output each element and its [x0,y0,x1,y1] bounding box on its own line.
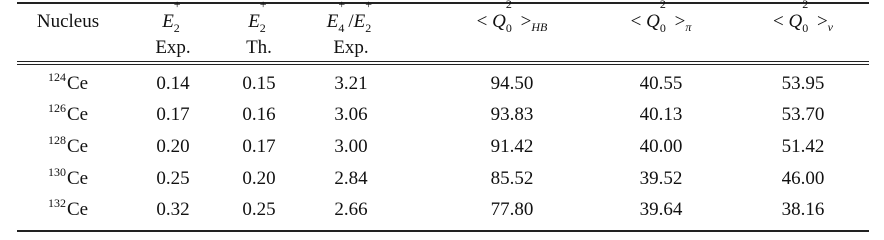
header-ratio-symbol: E + 4 /E + 2 [326,0,373,35]
table-cell: 38.16 [781,199,825,220]
table-cell: 0.25 [242,199,276,220]
table-cell: 3.06 [334,104,368,125]
table-cell: 40.55 [639,73,683,94]
table-row-nucleus: $^{132}$Ce [47,196,89,220]
table-cell: 94.50 [490,73,534,94]
header-e2-exp-symbol: E + 2 [162,0,181,35]
table-row-nucleus: $^{128}$Ce [47,133,89,157]
table-cell: 53.95 [781,73,825,94]
table-cell: 40.13 [639,104,683,125]
table-cell: 3.00 [334,136,368,157]
table-cell: 77.80 [490,199,534,220]
table-cell: 3.21 [334,73,368,94]
header-e2-th-symbol: E + 2 [248,0,267,35]
header-q0-pi-symbol: < Q 2 0 $>_\pi$ [630,0,692,35]
table-cell: 0.20 [242,168,276,189]
table-cell: 0.20 [156,136,190,157]
table-cell: 2.84 [334,168,368,189]
header-q0-hb-symbol: < Q 2 0 $>_{HB}$ [476,0,548,35]
header-e2-exp-sub: Exp. [155,37,191,58]
table-cell: 0.15 [242,73,276,94]
header-e2-th-sub: Th. [246,37,272,58]
table-cell: 39.52 [639,168,683,189]
table-cell: 46.00 [781,168,825,189]
table-top-rule [17,2,869,4]
header-rule-2 [17,64,869,65]
table-cell: 2.66 [334,199,368,220]
table-cell: 39.64 [639,199,683,220]
table-cell: 40.00 [639,136,683,157]
table-cell: 85.52 [490,168,534,189]
table-bottom-rule [17,230,869,232]
table-cell: 91.42 [490,136,534,157]
table-cell: 93.83 [490,104,534,125]
table-cell: 51.42 [781,136,825,157]
header-nucleus: Nucleus [36,11,100,32]
table-cell: 0.14 [156,73,190,94]
table-row-nucleus: $^{124}$Ce [47,70,89,94]
table-row-nucleus: $^{126}$Ce [47,101,89,125]
table-cell: 0.17 [242,136,276,157]
header-rule-1 [17,61,869,62]
table-cell: 0.25 [156,168,190,189]
table-cell: 53.70 [781,104,825,125]
table-row-nucleus: $^{130}$Ce [47,165,89,189]
table-cell: 0.16 [242,104,276,125]
header-q0-nu-symbol: < Q 2 0 $>_\nu$ [773,0,833,35]
table-cell: 0.32 [156,199,190,220]
table-cell: 0.17 [156,104,190,125]
header-ratio-sub: Exp. [333,37,369,58]
